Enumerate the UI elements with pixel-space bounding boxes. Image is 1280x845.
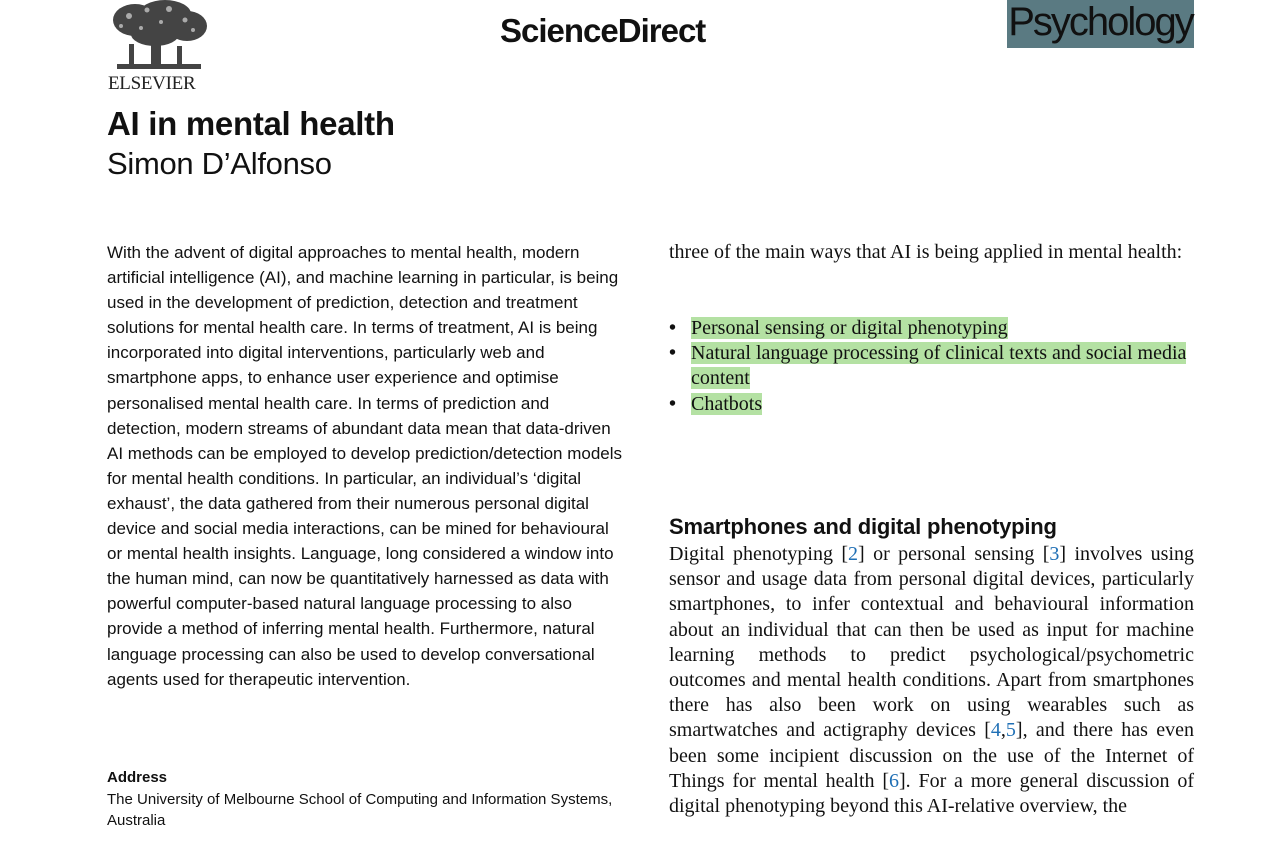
body-text-segment: ] involves using sensor and usage data from personal digital devices, particularly smartphones, to infer contextual and behavioural information about an individual that can then be used as input for machine learning methods to predict psychological/psychometric outcomes and mental health conditions. Apart from smartphones there has also been work on using wearables such as smartwatches and actigraphy devices [ [669, 543, 1194, 742]
reference-link[interactable]: 6 [889, 769, 899, 792]
bullet-icon: • [669, 317, 677, 339]
section-body [669, 542, 1194, 819]
bullet-icon: • [669, 342, 677, 365]
body-text-segment: ], and there has even been some incipient discussion on the use of the Internet of Things for mental health [ [669, 719, 1194, 792]
list-item-text: Personal sensing or digital phenotyping [691, 317, 1008, 339]
address-text: The University of Melbourne School of Computing and Information Systems, Australia [107, 791, 613, 829]
journal-badge: Psychology [1007, 0, 1194, 48]
list-item [669, 341, 1194, 391]
intro-paragraph: three of the main ways that AI is being applied in mental health: [669, 241, 1183, 263]
sciencedirect-brand[interactable]: ScienceDirect [500, 12, 706, 49]
body-text-segment: , [1000, 719, 1006, 742]
bullet-icon: • [669, 392, 677, 415]
body-text-segment: ] or personal sensing [ [858, 543, 1050, 565]
reference-link[interactable]: 2 [848, 543, 859, 565]
list-item-text: Chatbots [691, 392, 763, 415]
abstract-text: With the advent of digital approaches to mental health, modern artificial intelligence (AI), and machine learning in particular, is being used in the development of prediction, detection and treatment solutions for mental health care. In terms of treatment, AI is being incorporated into digital interventions, particularly web and smartphone apps, to enhance user experience and optimise personalised mental health care. In terms of prediction and detection, modern streams of abundant data mean that data-driven AI methods can be employed to develop prediction/detection models for mental health conditions. In particular, an individual’s ‘digital exhaust’, the data gathered from their numerous personal digital device and social media interactions, can be mined for behavioural or mental health insights. Language, long considered a window into the human mind, can now be quantitatively harnessed as data with powerful computer-based natural language processing to also provide a method of inferring mental health. Furthermore, natural language processing can also be used to develop conversational agents used for therapeutic intervention. [107, 243, 623, 689]
list-item-text: Natural language processing of clinical texts and social media content [691, 342, 1187, 390]
reference-link[interactable]: 4 [990, 719, 1001, 742]
body-text-segment: ]. For a more general discussion of digital phenotyping beyond this AI-relative overview, the [669, 769, 1195, 818]
address-heading: Address [107, 769, 168, 786]
highlighted-bullet-list [669, 316, 1194, 417]
body-text-segment: Digital phenotyping [ [669, 543, 849, 565]
article-author: Simon D’Alfonso [107, 146, 332, 181]
publisher-name: ELSEVIER [108, 73, 196, 94]
list-item [669, 316, 1194, 341]
reference-link[interactable]: 5 [1005, 719, 1016, 742]
section-heading: Smartphones and digital phenotyping [669, 514, 1057, 539]
reference-link[interactable]: 3 [1049, 543, 1060, 565]
article-title: AI in mental health [107, 105, 395, 142]
list-item [669, 392, 1194, 417]
